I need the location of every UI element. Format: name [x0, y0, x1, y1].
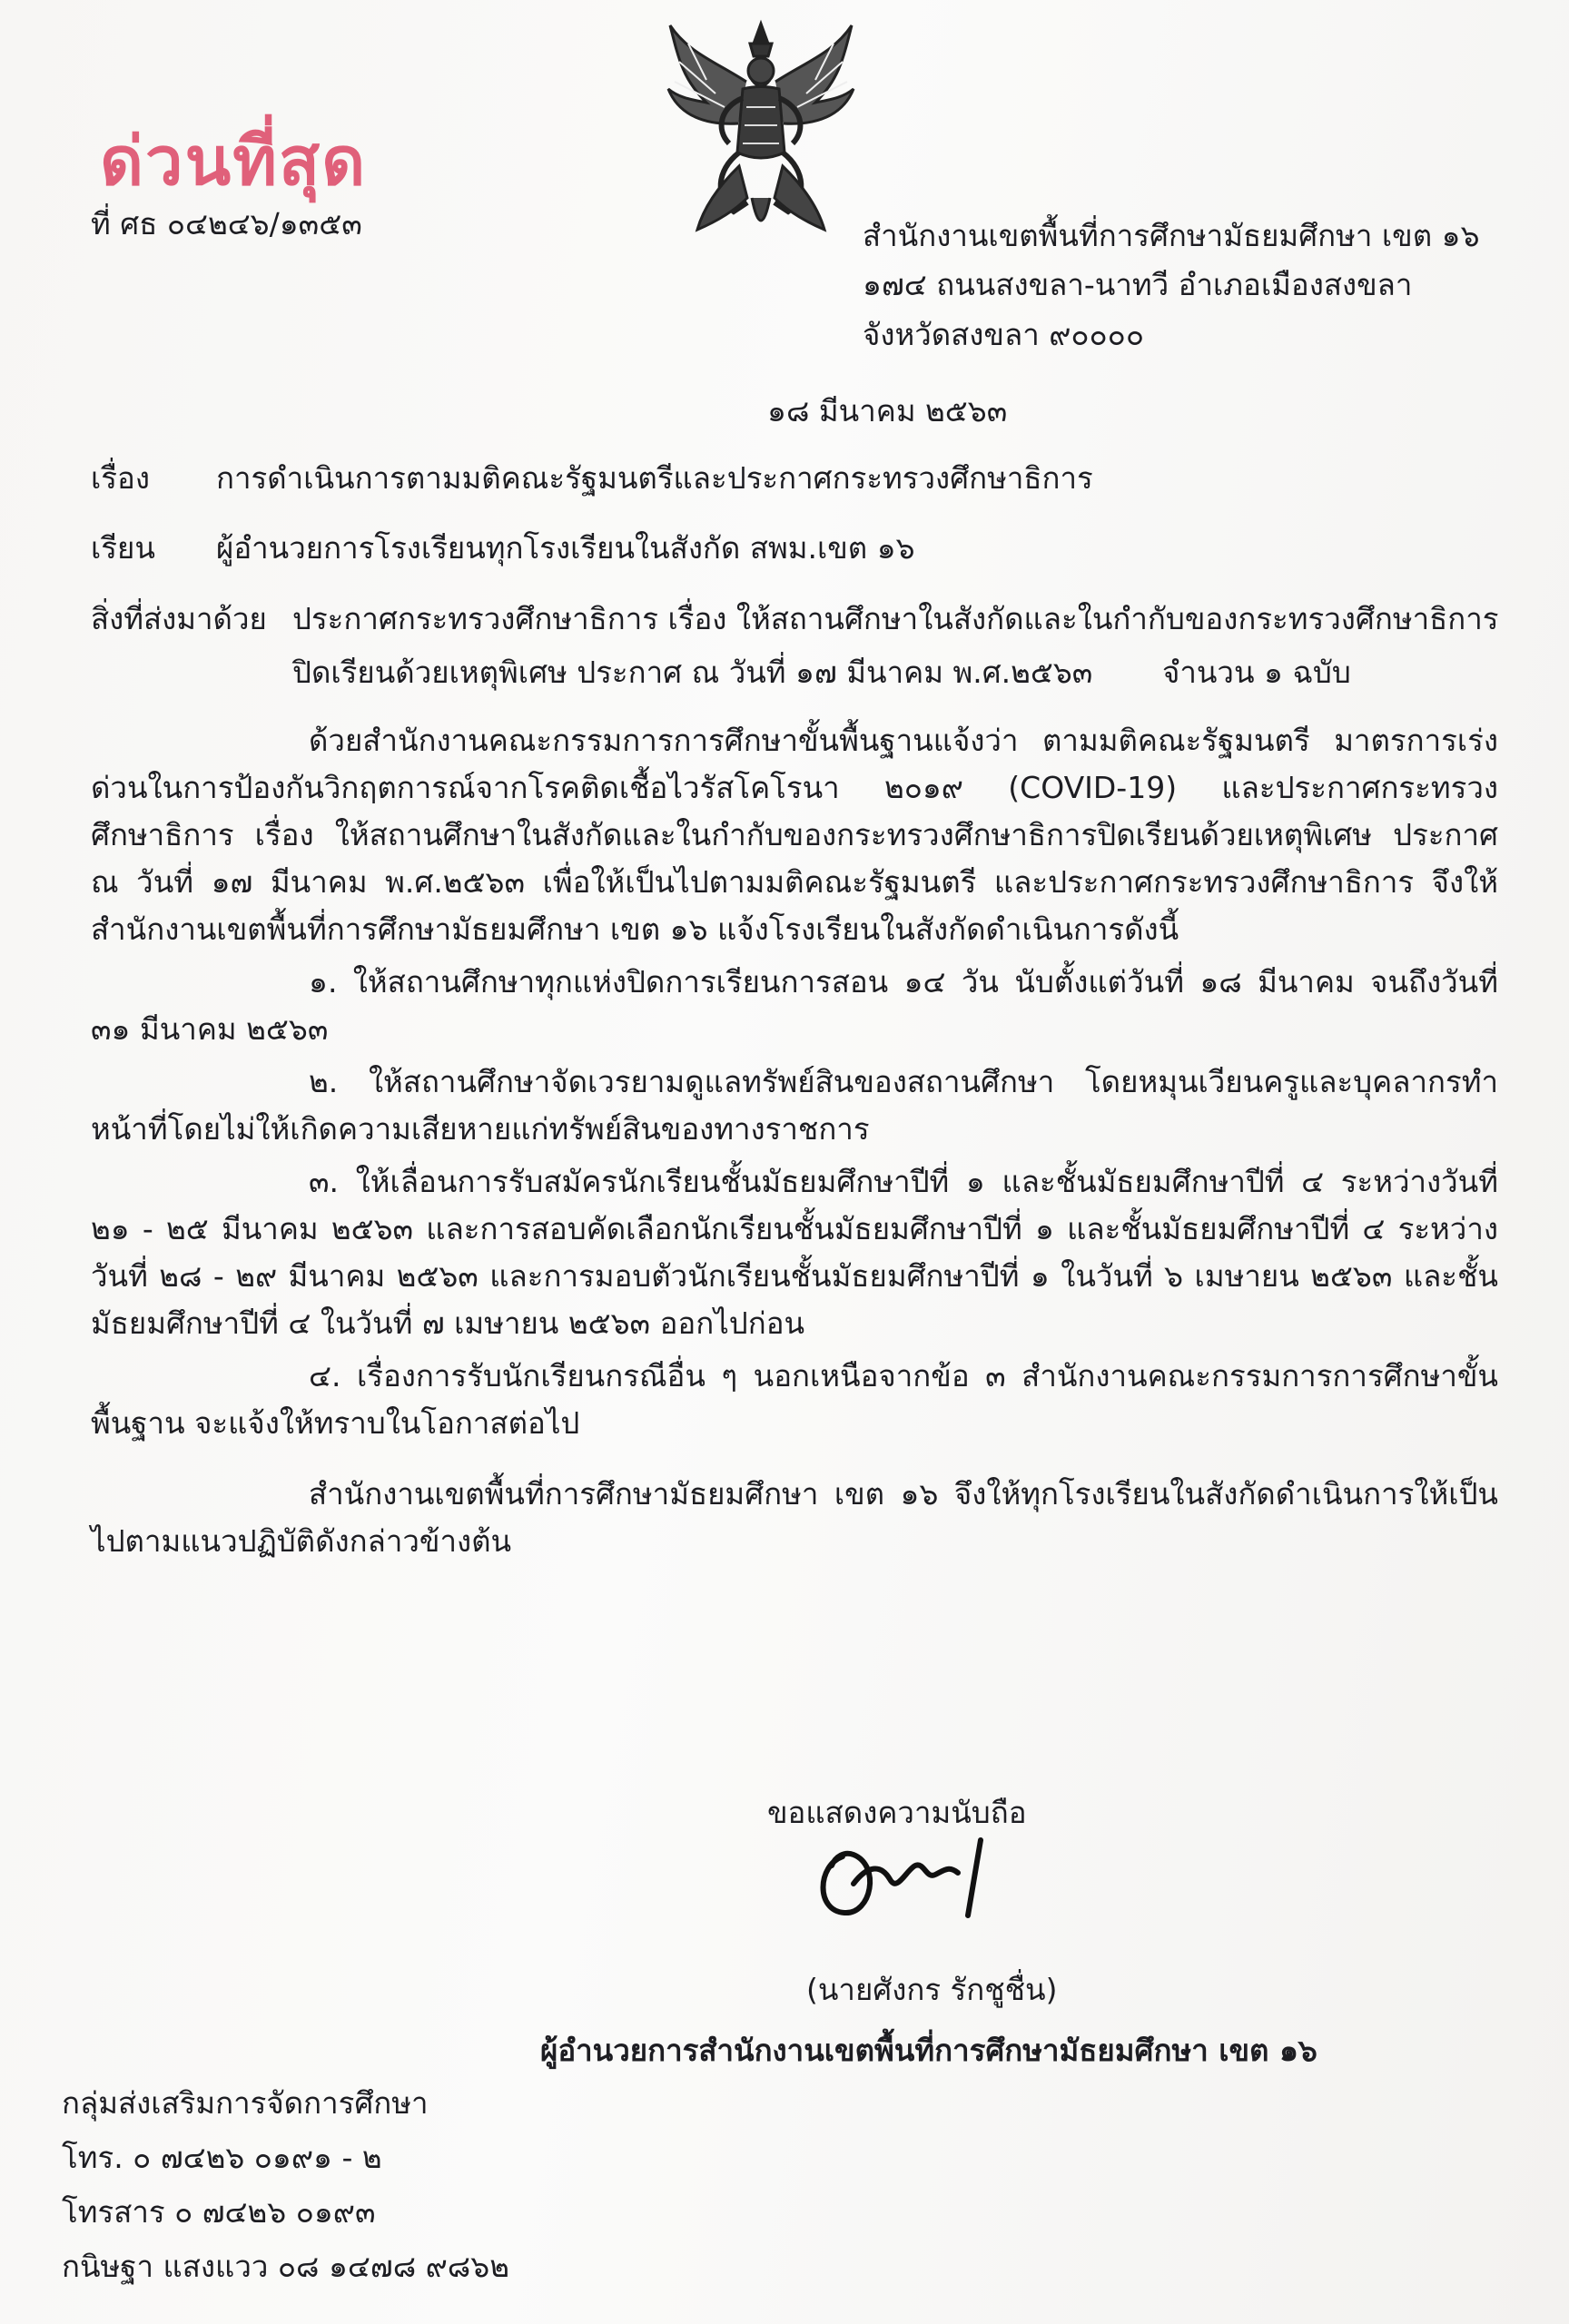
office-line-3: จังหวัดสงขลา ๙๐๐๐๐: [863, 317, 1144, 352]
footer-department: กลุ่มส่งเสริมการจัดการศึกษา: [62, 2085, 429, 2121]
letter-body: [91, 717, 1498, 1565]
footer-fax: โทรสาร ๐ ๗๔๒๖ ๐๑๙๓: [62, 2194, 376, 2230]
signatory-name: (นายศังกร รักชูชื่น): [806, 1972, 1058, 2007]
attachment-label: สิ่งที่ส่งมาด้วย: [91, 601, 267, 636]
office-line-2: ๑๗๔ ถนนสงขลา-นาทวี อำเภอเมืองสงขลา: [863, 267, 1413, 302]
recipient-label: เรียน: [91, 530, 155, 566]
reference-number: ที่ ศธ ๐๔๒๔๖/๑๓๕๓: [91, 206, 362, 241]
urgent-stamp: ด่วนที่สุด: [100, 123, 368, 201]
footer-phone: โทร. ๐ ๗๔๒๖ ๐๑๙๑ - ๒: [62, 2140, 382, 2175]
document-date: ๑๘ มีนาคม ๒๕๖๓: [767, 393, 1008, 428]
subject-text: การดำเนินการตามมติคณะรัฐมนตรีและประกาศกระทรวงศึกษาธิการ: [216, 460, 1093, 496]
body-item-4: ๔. เรื่องการรับนักเรียนกรณีอื่น ๆ นอกเหนือจากข้อ ๓ สำนักงานคณะกรรมการการศึกษาขั้นพื้นฐาน จะแจ้งให้ทราบในโอกาสต่อไป: [91, 1358, 1498, 1441]
body-intro: ด้วยสำนักงานคณะกรรมการการศึกษาขั้นพื้นฐานแจ้งว่า ตามมติคณะรัฐมนตรี มาตรการเร่งด่วนในการป้องกันวิกฤตการณ์จากโรคติดเชื้อไวรัสโคโรนา ๒๐๑๙ (COVID-19) และประกาศกระทรวงศึกษาธิการ เรื่อง ให้สถานศึกษาในสังกัดและในกำกับของกระทรวงศึกษาธิการปิดเรียนด้วยเหตุพิเศษ ประกาศ ณ วันที่ ๑๗ มีนาคม พ.ศ.๒๕๖๓ เพื่อให้เป็นไปตามมติคณะรัฐมนตรี และประกาศกระทรวงศึกษาธิการ จึงให้สำนักงานเขตพื้นที่การศึกษามัธยมศึกษา เขต ๑๖ แจ้งโรงเรียนในสังกัดดำเนินการดังนี้: [91, 723, 1498, 947]
footer-contact: กนิษฐา แสงแวว ๐๘ ๑๔๗๘ ๙๘๖๒: [62, 2249, 509, 2284]
body-item-2: ๒. ให้สถานศึกษาจัดเวรยามดูแลทรัพย์สินของสถานศึกษา โดยหมุนเวียนครูและบุคลากรทำหน้าที่โดยไม่ให้เกิดความเสียหายแก่ทรัพย์สินของทางราชการ: [91, 1064, 1498, 1147]
closing-regards: ขอแสดงความนับถือ: [767, 1795, 1027, 1830]
subject-label: เรื่อง: [91, 460, 150, 496]
attachment-line-1: ประกาศกระทรวงศึกษาธิการ เรื่อง ให้สถานศึกษาในสังกัดและในกำกับของกระทรวงศึกษาธิการ: [292, 601, 1499, 636]
body-closing: สำนักงานเขตพื้นที่การศึกษามัธยมศึกษา เขต ๑๖ จึงให้ทุกโรงเรียนในสังกัดดำเนินการให้เป็นไปตามแนวปฏิบัติดังกล่าวข้างต้น: [91, 1476, 1498, 1559]
signatory-position: ผู้อำนวยการสำนักงานเขตพื้นที่การศึกษามัธยมศึกษา เขต ๑๖: [540, 2033, 1317, 2068]
signature-icon: [799, 1829, 1035, 1929]
attachment-count: จำนวน ๑ ฉบับ: [1162, 655, 1351, 690]
body-item-1: ๑. ให้สถานศึกษาทุกแห่งปิดการเรียนการสอน ๑๔ วัน นับตั้งแต่วันที่ ๑๘ มีนาคม จนถึงวันที่ ๓๑ มีนาคม ๒๕๖๓: [91, 964, 1498, 1047]
attachment-line-2: ปิดเรียนด้วยเหตุพิเศษ ประกาศ ณ วันที่ ๑๗ มีนาคม พ.ศ.๒๕๖๓: [292, 655, 1093, 690]
garuda-emblem-icon: [652, 16, 870, 248]
body-item-3: ๓. ให้เลื่อนการรับสมัครนักเรียนชั้นมัธยมศึกษาปีที่ ๑ และชั้นมัธยมศึกษาปีที่ ๔ ระหว่างวันที่ ๒๑ - ๒๕ มีนาคม ๒๕๖๓ และการสอบคัดเลือกนักเรียนชั้นมัธยมศึกษาปีที่ ๑ และชั้นมัธยมศึกษาปีที่ ๔ ระหว่างวันที่ ๒๘ - ๒๙ มีนาคม ๒๕๖๓ และการมอบตัวนักเรียนชั้นมัธยมศึกษาปีที่ ๑ ในวันที่ ๖ เมษายน ๒๕๖๓ และชั้นมัธยมศึกษาปีที่ ๔ ในวันที่ ๗ เมษายน ๒๕๖๓ ออกไปก่อน: [91, 1164, 1498, 1341]
office-line-1: สำนักงานเขตพื้นที่การศึกษามัธยมศึกษา เขต ๑๖: [863, 218, 1480, 253]
recipient-text: ผู้อำนวยการโรงเรียนทุกโรงเรียนในสังกัด สพม.เขต ๑๖: [216, 530, 915, 566]
